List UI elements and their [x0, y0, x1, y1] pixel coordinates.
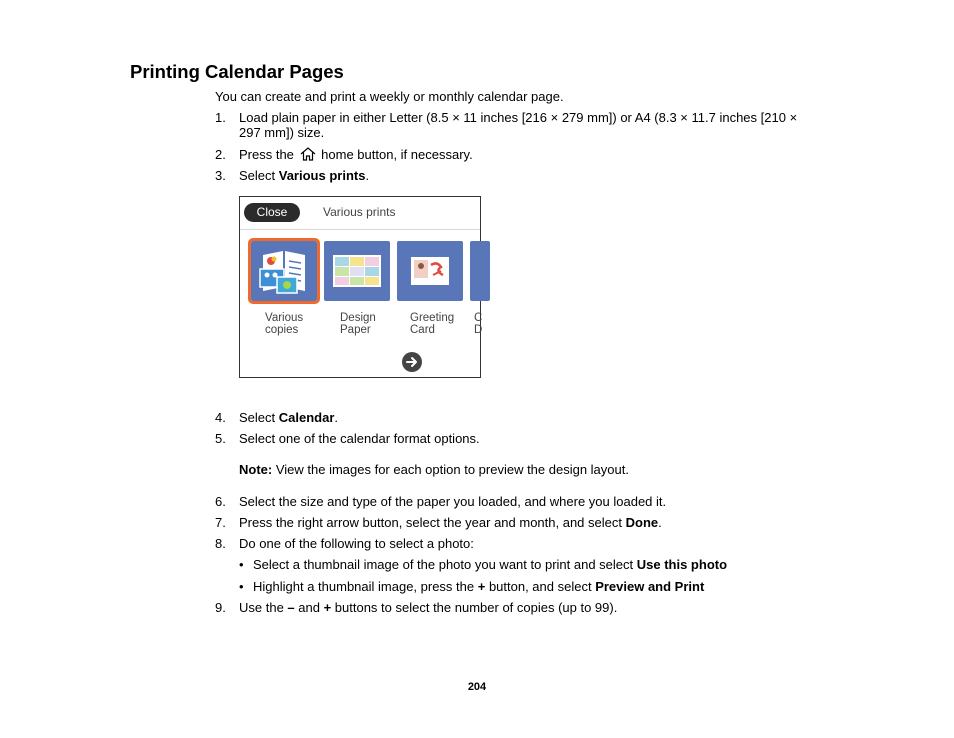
step-bold-various-prints: Various prints	[278, 168, 366, 183]
tile-label-line: Design	[340, 312, 376, 324]
step-text-post: .	[365, 168, 370, 183]
step-text	[239, 600, 799, 615]
step-text-pre: Select	[239, 410, 279, 425]
greeting-card-icon	[397, 241, 463, 301]
step-text	[239, 410, 799, 425]
step-text-mid: and	[294, 600, 324, 615]
bullet-text	[253, 579, 704, 594]
note-label: Note:	[239, 462, 273, 477]
bullet-bold-preview-and-print: Preview and Print	[595, 579, 705, 594]
screen-title: Various prints	[323, 205, 396, 219]
step-text-post: .	[658, 515, 662, 530]
tile-label-line: C	[474, 312, 483, 324]
bullet-bold-plus: +	[477, 579, 486, 594]
home-icon	[300, 147, 316, 161]
bullet-symbol: •	[239, 579, 244, 594]
page-number: 204	[467, 681, 487, 693]
step-number: 1.	[215, 110, 226, 125]
step-bold-done: Done	[625, 515, 659, 530]
tile-label-various-copies	[265, 312, 325, 336]
tile-label-line: D	[474, 324, 483, 336]
step-text-pre: Press the	[239, 147, 294, 162]
step-text: Do one of the following to select a photo:	[239, 536, 474, 551]
step-text-pre: Select	[239, 168, 279, 183]
step-number: 3.	[215, 168, 226, 183]
tile-label-line: Paper	[340, 324, 371, 336]
tile-greeting-card[interactable]	[397, 241, 463, 301]
note-text: View the images for each option to preview the design layout.	[272, 462, 629, 477]
step-text	[239, 515, 799, 530]
step-bold-calendar: Calendar	[278, 410, 335, 425]
bullet-text-pre: Select a thumbnail image of the photo you want to print and select	[253, 557, 637, 572]
bullet-bold-use-this-photo: Use this photo	[636, 557, 728, 572]
bullet-text	[253, 557, 727, 572]
screen-top-bar	[240, 197, 480, 230]
intro-text: You can create and print a weekly or monthly calendar page.	[215, 89, 564, 104]
tile-partial[interactable]	[470, 241, 490, 301]
step-text: Load plain paper in either Letter (8.5 × 11 inches [216 × 279 mm]) or A4 (8.3 × 11.7 inches [210 × 297 mm]) size.	[239, 110, 798, 140]
step-text: Select the size and type of the paper you loaded, and where you loaded it.	[239, 494, 667, 509]
tile-label-line: Greeting	[410, 312, 455, 324]
tile-label-greeting-card	[410, 312, 470, 336]
various-copies-icon	[251, 241, 317, 301]
step-text-post: home button, if necessary.	[321, 147, 473, 162]
next-arrow-button[interactable]	[402, 352, 422, 372]
tile-design-paper[interactable]	[324, 241, 390, 301]
step-text-pre: Press the right arrow button, select the year and month, and select	[239, 515, 626, 530]
tile-label-partial	[474, 312, 534, 336]
step-text	[239, 168, 799, 183]
bullet-text-mid: button, and select	[485, 579, 596, 594]
design-paper-icon	[324, 241, 390, 301]
step-text-post: .	[334, 410, 339, 425]
step-text-pre: Use the	[239, 600, 288, 615]
tile-various-copies[interactable]	[251, 241, 317, 301]
tile-label-line: copies	[265, 324, 299, 336]
tile-label-line: Card	[410, 324, 435, 336]
arrow-right-circle-icon	[402, 352, 422, 372]
step-number: 6.	[215, 494, 226, 509]
step-number: 7.	[215, 515, 226, 530]
page-title: Printing Calendar Pages	[130, 61, 344, 82]
step-text-post: buttons to select the number of copies (up to 99).	[331, 600, 618, 615]
close-button[interactable]: Close	[244, 203, 300, 222]
step-number: 5.	[215, 431, 226, 446]
step-number: 9.	[215, 600, 226, 615]
bullet-text-pre: Highlight a thumbnail image, press the	[253, 579, 478, 594]
step-bold-plus: +	[323, 600, 332, 615]
printer-screen	[239, 196, 481, 378]
tile-label-line: Various	[265, 312, 304, 324]
step-number: 8.	[215, 536, 226, 551]
bullet-symbol: •	[239, 557, 244, 572]
step-bold-minus: –	[287, 600, 295, 615]
note	[239, 462, 629, 477]
step-number: 2.	[215, 147, 226, 162]
tile-label-design-paper	[340, 312, 400, 336]
step-number: 4.	[215, 410, 226, 425]
step-text: Select one of the calendar format options.	[239, 431, 480, 446]
step-text	[239, 147, 799, 162]
